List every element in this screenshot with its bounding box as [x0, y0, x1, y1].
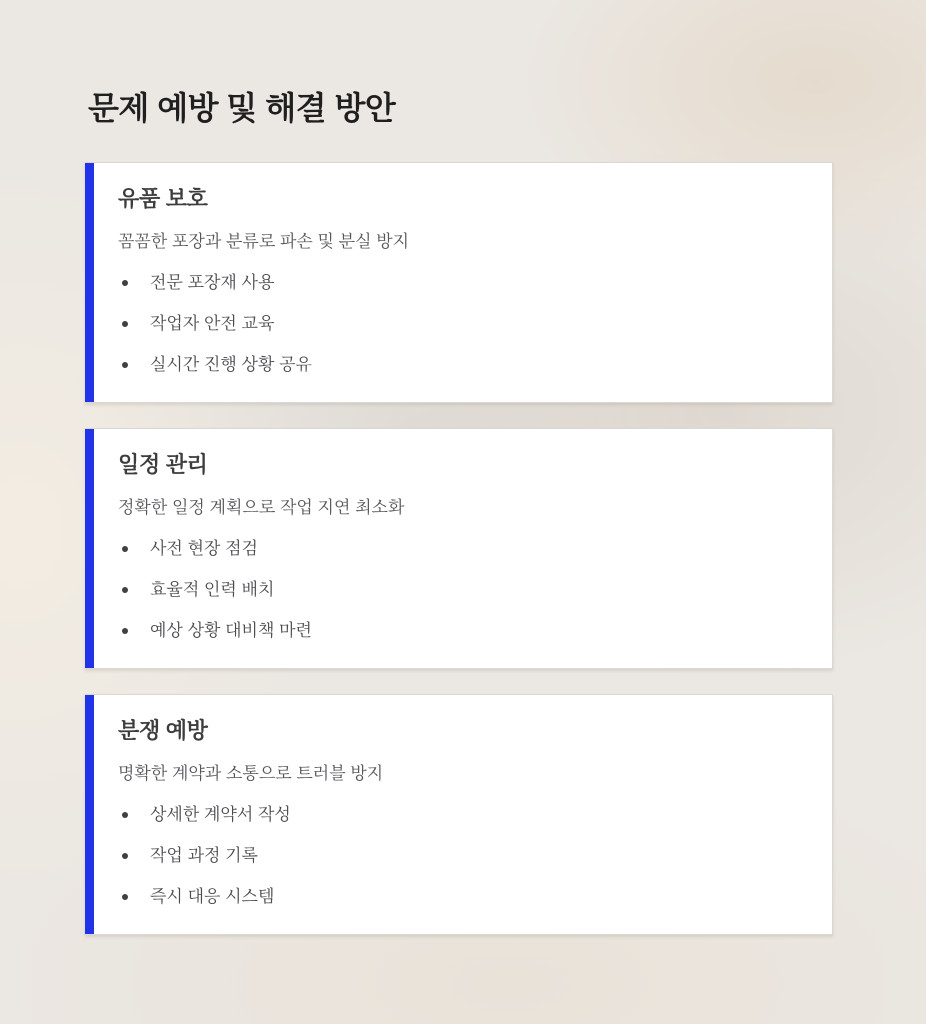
bullet-item — [118, 885, 802, 909]
bullet-dot-icon — [122, 546, 128, 552]
bullet-text: 예상 상황 대비책 마련 — [150, 621, 312, 640]
bullet-item — [118, 537, 802, 561]
bullet-dot-icon — [122, 853, 128, 859]
card-subtitle: 명확한 계약과 소통으로 트러블 방지 — [118, 764, 384, 783]
bullet-item — [118, 271, 802, 295]
page-title: 문제 예방 및 해결 방안 — [88, 90, 396, 126]
bullet-dot-icon — [122, 362, 128, 368]
bullet-dot-icon — [122, 321, 128, 327]
card-title: 일정 관리 — [118, 452, 208, 477]
bullet-list — [118, 271, 802, 377]
bullet-text: 작업자 안전 교육 — [150, 314, 275, 333]
card-subtitle: 꼼꼼한 포장과 분류로 파손 및 분실 방지 — [118, 232, 410, 251]
bullet-item — [118, 619, 802, 643]
bullet-dot-icon — [122, 280, 128, 286]
bullet-dot-icon — [122, 587, 128, 593]
bullet-item — [118, 578, 802, 602]
card-title: 유품 보호 — [118, 186, 208, 211]
bullet-dot-icon — [122, 812, 128, 818]
bullet-item — [118, 844, 802, 868]
bullet-list — [118, 803, 802, 909]
bullet-item — [118, 312, 802, 336]
card-subtitle: 정확한 일정 계획으로 작업 지연 최소화 — [118, 498, 405, 517]
bullet-text: 즉시 대응 시스템 — [150, 887, 275, 906]
bullet-text: 상세한 계약서 작성 — [150, 805, 291, 824]
bullet-item — [118, 353, 802, 377]
bullet-text: 사전 현장 점검 — [150, 539, 258, 558]
card-accent-bar — [85, 429, 94, 668]
bullet-text: 작업 과정 기록 — [150, 846, 258, 865]
card-accent-bar — [85, 695, 94, 934]
bullet-list — [118, 537, 802, 643]
bullet-text: 실시간 진행 상황 공유 — [150, 355, 312, 374]
card-dispute-prevention — [85, 694, 833, 935]
card-item-protection — [85, 162, 833, 403]
bullet-dot-icon — [122, 894, 128, 900]
bullet-item — [118, 803, 802, 827]
card-title: 분쟁 예방 — [118, 718, 208, 743]
bullet-text: 효율적 인력 배치 — [150, 580, 275, 599]
card-schedule-management — [85, 428, 833, 669]
bullet-dot-icon — [122, 628, 128, 634]
bullet-text: 전문 포장재 사용 — [150, 273, 275, 292]
card-accent-bar — [85, 163, 94, 402]
